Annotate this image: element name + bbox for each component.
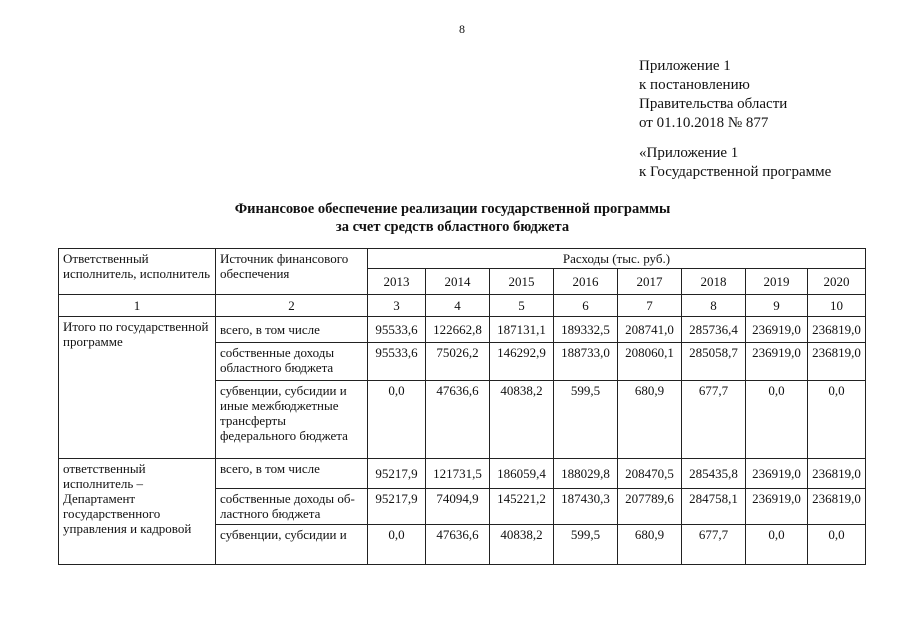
executor-cell: ответственный исполнитель – Департамент государственного управления и кадровой (59, 459, 216, 565)
value-cell: 121731,5 (426, 459, 490, 489)
annex-line: к Государственной программе (639, 164, 832, 180)
value-cell: 95533,6 (368, 317, 426, 343)
page-number: 8 (459, 22, 465, 36)
column-numbers-row (59, 295, 866, 317)
value-cell: 95217,9 (368, 459, 426, 489)
value-cell: 680,9 (618, 381, 682, 459)
title-line: за счет средств областного бюджета (335, 219, 570, 235)
annex-line: «Приложение 1 (639, 145, 739, 161)
value-cell: 236819,0 (808, 343, 866, 381)
source-cell: всего, в том числе (216, 317, 368, 343)
source-cell: всего, в том числе (216, 459, 368, 489)
source-cell: собственные доходы об-ластного бюджета (216, 489, 368, 525)
source-cell: субвенции, субсидии и иные межбюджетные трансферты федерального бюджета (216, 381, 368, 459)
value-cell: 187131,1 (490, 317, 554, 343)
year-header: 2018 (682, 269, 746, 295)
table-row (59, 459, 866, 489)
year-header: 2013 (368, 269, 426, 295)
value-cell: 236919,0 (746, 459, 808, 489)
title-line: Финансовое обеспечение реализации государственной программы (234, 201, 671, 217)
header-source: Источник финансового обеспечения (216, 249, 368, 295)
value-cell: 599,5 (554, 525, 618, 565)
value-cell: 208060,1 (618, 343, 682, 381)
value-cell: 0,0 (808, 381, 866, 459)
value-cell: 122662,8 (426, 317, 490, 343)
header-executor: Ответственный исполнитель, исполнитель (59, 249, 216, 295)
value-cell: 145221,2 (490, 489, 554, 525)
value-cell: 680,9 (618, 525, 682, 565)
document-title (0, 200, 905, 236)
header-expenses: Расходы (тыс. руб.) (368, 249, 866, 269)
year-header: 2015 (490, 269, 554, 295)
value-cell: 0,0 (368, 381, 426, 459)
annex-program-block (639, 144, 831, 182)
value-cell: 284758,1 (682, 489, 746, 525)
annex-block (639, 57, 787, 133)
value-cell: 236819,0 (808, 489, 866, 525)
value-cell: 40838,2 (490, 381, 554, 459)
value-cell: 40838,2 (490, 525, 554, 565)
value-cell: 285736,4 (682, 317, 746, 343)
value-cell: 47636,6 (426, 381, 490, 459)
column-number: 6 (554, 295, 618, 317)
year-header: 2019 (746, 269, 808, 295)
value-cell: 187430,3 (554, 489, 618, 525)
column-number: 7 (618, 295, 682, 317)
table-row (59, 317, 866, 343)
value-cell: 95217,9 (368, 489, 426, 525)
value-cell: 75026,2 (426, 343, 490, 381)
column-number: 5 (490, 295, 554, 317)
value-cell: 285058,7 (682, 343, 746, 381)
year-header: 2017 (618, 269, 682, 295)
annex-line: Приложение 1 (639, 58, 731, 74)
column-number: 10 (808, 295, 866, 317)
value-cell: 207789,6 (618, 489, 682, 525)
value-cell: 189332,5 (554, 317, 618, 343)
column-number: 9 (746, 295, 808, 317)
value-cell: 188733,0 (554, 343, 618, 381)
value-cell: 677,7 (682, 381, 746, 459)
column-number: 3 (368, 295, 426, 317)
source-cell: собственные доходы областного бюджета (216, 343, 368, 381)
value-cell: 236919,0 (746, 343, 808, 381)
finance-table (58, 248, 866, 565)
value-cell: 599,5 (554, 381, 618, 459)
value-cell: 285435,8 (682, 459, 746, 489)
column-number: 1 (59, 295, 216, 317)
value-cell: 146292,9 (490, 343, 554, 381)
value-cell: 0,0 (368, 525, 426, 565)
annex-line: Правительства области (639, 96, 788, 112)
executor-cell: Итого по государственной программе (59, 317, 216, 459)
value-cell: 0,0 (808, 525, 866, 565)
column-number: 4 (426, 295, 490, 317)
header-row (59, 249, 866, 269)
value-cell: 236919,0 (746, 489, 808, 525)
column-number: 2 (216, 295, 368, 317)
column-number: 8 (682, 295, 746, 317)
value-cell: 236819,0 (808, 459, 866, 489)
value-cell: 208470,5 (618, 459, 682, 489)
value-cell: 74094,9 (426, 489, 490, 525)
annex-line: к постановлению (639, 77, 750, 93)
value-cell: 208741,0 (618, 317, 682, 343)
value-cell: 186059,4 (490, 459, 554, 489)
table-body (59, 249, 866, 565)
year-header: 2014 (426, 269, 490, 295)
year-header: 2020 (808, 269, 866, 295)
value-cell: 0,0 (746, 381, 808, 459)
value-cell: 677,7 (682, 525, 746, 565)
year-header: 2016 (554, 269, 618, 295)
value-cell: 47636,6 (426, 525, 490, 565)
value-cell: 188029,8 (554, 459, 618, 489)
value-cell: 95533,6 (368, 343, 426, 381)
value-cell: 236819,0 (808, 317, 866, 343)
value-cell: 0,0 (746, 525, 808, 565)
source-cell: субвенции, субсидии и (216, 525, 368, 565)
value-cell: 236919,0 (746, 317, 808, 343)
annex-line: от 01.10.2018 № 877 (639, 115, 769, 131)
